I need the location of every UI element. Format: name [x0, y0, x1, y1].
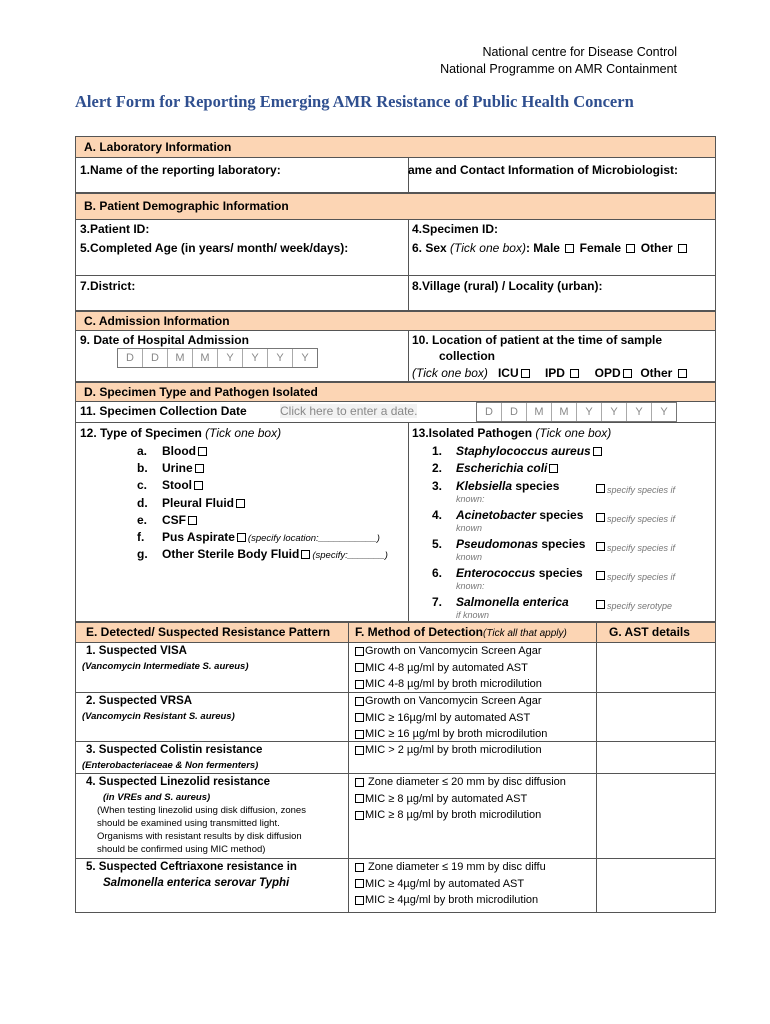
specimen-letter: g. [137, 547, 148, 561]
opd-label: OPD [594, 366, 621, 380]
specimen-option [137, 461, 206, 475]
specimen-letter: f. [137, 530, 145, 544]
date-cell: D [143, 349, 168, 367]
specimen-name: Other Sterile Body Fluid [162, 547, 300, 561]
method-option[interactable] [355, 744, 542, 756]
pathogen-suffix: species [538, 537, 586, 551]
pathogen-specify[interactable] [594, 538, 675, 556]
org-name: National centre for Disease Control [482, 45, 677, 59]
col-e-header: E. Detected/ Suspected Resistance Pattern [76, 623, 348, 642]
method-checkbox[interactable] [355, 697, 364, 706]
location-note: (Tick one box) [412, 366, 488, 380]
method-option[interactable] [355, 861, 546, 873]
method-checkbox[interactable] [355, 778, 364, 787]
pathogen-option [432, 444, 604, 458]
specimen-checkbox[interactable] [188, 516, 197, 525]
method-checkbox[interactable] [355, 647, 364, 656]
specimen-name: Pleural Fluid [162, 496, 235, 510]
resistance-subtext: Salmonella enterica serovar Typhi [103, 877, 290, 889]
date-cell: D [118, 349, 143, 367]
date-cell: D [502, 403, 527, 421]
pathogen-option [432, 566, 583, 580]
ast-details-cell[interactable] [597, 693, 715, 740]
collection-date-input[interactable] [476, 402, 677, 422]
specimen-type-note: (Tick one box) [205, 426, 282, 440]
pathogen-number: 2. [432, 461, 443, 475]
programme-name: National Programme on AMR Containment [440, 62, 677, 76]
method-option[interactable] [355, 712, 530, 724]
method-option[interactable] [355, 894, 538, 906]
pathogen-specify[interactable] [594, 509, 675, 527]
date-cell: Y [660, 406, 668, 418]
specimen-letter: e. [137, 513, 148, 527]
date-cell: Y [243, 349, 268, 367]
method-checkbox[interactable] [355, 811, 364, 820]
method-text: MIC ≥ 16 µg/ml by broth microdilution [365, 728, 548, 740]
location-label-1: 10. Location of patient at the time of sample [412, 333, 663, 347]
specimen-option [137, 496, 247, 510]
method-option[interactable] [355, 662, 528, 674]
collection-date-picker[interactable]: Click here to enter a date. [280, 404, 418, 418]
collection-date-label: 11. Specimen Collection Date [80, 404, 247, 418]
pathogen-label: 13.Isolated Pathogen [412, 426, 533, 440]
pathogen-number: 5. [432, 537, 443, 551]
pathogen-name: Pseudomonas [456, 537, 539, 551]
resistance-subtext: Organisms with resistant results by disk diffusion [97, 831, 302, 842]
pathogen-option [432, 537, 585, 551]
method-option[interactable] [355, 678, 542, 690]
pathogen-number: 4. [432, 508, 443, 522]
icu-label: ICU [497, 366, 519, 380]
location-other-label: Other [640, 366, 673, 380]
pathogen-specify-text-2: known [456, 552, 483, 562]
specimen-option [137, 530, 380, 544]
specimen-specify[interactable]: (specify location:___________) [247, 533, 380, 544]
district-label[interactable]: 7.District: [80, 279, 136, 293]
method-option[interactable] [355, 878, 524, 890]
method-text: MIC 4-8 µg/ml by broth microdilution [365, 678, 542, 690]
village-label[interactable]: 8.Village (rural) / Locality (urban): [412, 279, 603, 293]
method-text: Zone diameter ≤ 19 mm by disc diffu [365, 861, 546, 873]
method-option[interactable] [355, 645, 542, 657]
method-checkbox[interactable] [355, 896, 364, 905]
admission-date-label: 9. Date of Hospital Admission [80, 333, 249, 347]
sex-field [412, 241, 689, 255]
method-checkbox[interactable] [355, 713, 364, 722]
location-options [412, 366, 689, 380]
specimen-checkbox[interactable] [237, 533, 246, 542]
specimen-letter: b. [137, 461, 148, 475]
date-cell: M [193, 349, 218, 367]
female-checkbox[interactable] [626, 244, 635, 253]
specimen-name: Stool [162, 478, 192, 492]
date-cell: M [168, 349, 193, 367]
specimen-option [137, 513, 199, 527]
specimen-letter: a. [137, 444, 148, 458]
pathogen-specify-text: specify serotype [607, 601, 673, 611]
sex-other-label: Other [640, 241, 673, 255]
method-checkbox[interactable] [355, 663, 364, 672]
pathogen-checkbox[interactable] [596, 513, 605, 522]
resistance-subtext: should be examined using transmitted light. [97, 818, 280, 829]
specimen-checkbox[interactable] [236, 499, 245, 508]
pathogen-checkbox[interactable] [596, 571, 605, 580]
pathogen-suffix: species [535, 566, 583, 580]
specimen-option [137, 478, 205, 492]
method-text: Zone diameter ≤ 20 mm by disc diffusion [365, 776, 566, 788]
section-b-body [75, 219, 716, 311]
opd-checkbox[interactable] [623, 369, 632, 378]
method-checkbox[interactable] [355, 746, 364, 755]
pathogen-checkbox[interactable] [593, 447, 602, 456]
specimen-name: Pus Aspirate [162, 530, 235, 544]
method-text: Growth on Vancomycin Screen Agar [365, 645, 542, 657]
section-d-header: D. Specimen Type and Pathogen Isolated [75, 382, 716, 402]
male-checkbox[interactable] [565, 244, 574, 253]
pathogen-name: Staphylococcus aureus [456, 444, 591, 458]
method-checkbox[interactable] [355, 879, 364, 888]
date-cell: Y [301, 352, 309, 364]
method-checkbox[interactable] [355, 794, 364, 803]
ipd-checkbox[interactable] [570, 369, 579, 378]
pathogen-name: Klebsiella [456, 479, 513, 493]
method-text: MIC ≥ 8 µg/ml by automated AST [365, 792, 528, 805]
reporting-lab-label[interactable]: 1.Name of the reporting laboratory: [80, 163, 281, 177]
resistance-title: 4. Suspected Linezolid resistance [86, 776, 271, 788]
resistance-subtext: (Vancomycin Intermediate S. aureus) [82, 661, 249, 672]
date-cell: Y [268, 349, 293, 367]
method-text: MIC ≥ 4µg/ml by automated AST [365, 877, 525, 890]
pathogen-heading [412, 426, 611, 440]
pathogen-specify-text: specify species if [607, 485, 676, 495]
specimen-option [137, 547, 388, 561]
specimen-checkbox[interactable] [195, 464, 204, 473]
pathogen-name: Acinetobacter [456, 508, 537, 522]
pathogen-option [432, 461, 560, 475]
pathogen-checkbox[interactable] [596, 484, 605, 493]
pathogen-specify[interactable] [594, 567, 675, 585]
ast-details-cell[interactable] [597, 859, 715, 912]
method-text: MIC ≥ 8 µg/ml by broth microdilution [365, 809, 542, 821]
resistance-title: 5. Suspected Ceftriaxone resistance in [86, 861, 297, 873]
pathogen-note: (Tick one box) [535, 426, 612, 440]
section-c-header: C. Admission Information [75, 311, 716, 331]
pathogen-name: Salmonella enterica [456, 595, 569, 609]
date-cell: M [527, 403, 552, 421]
pathogen-name: Escherichia coli [456, 461, 548, 475]
location-other-checkbox[interactable] [678, 369, 687, 378]
specimen-type-heading [80, 426, 281, 440]
sex-label: 6. Sex [412, 241, 447, 255]
section-b-header: B. Patient Demographic Information [75, 193, 716, 220]
other-sex-checkbox[interactable] [678, 244, 687, 253]
specimen-name: Urine [162, 461, 193, 475]
ast-details-cell[interactable] [597, 742, 715, 772]
sex-male-label: : Male [525, 241, 560, 255]
method-checkbox[interactable] [355, 680, 364, 689]
sex-female-label: Female [579, 241, 622, 255]
resistance-title: 2. Suspected VRSA [86, 695, 193, 707]
sex-note: (Tick one box) [450, 241, 526, 255]
resistance-subtext: (in VREs and S. aureus) [103, 792, 211, 803]
method-checkbox[interactable] [355, 730, 364, 739]
resistance-subtext: (Vancomycin Resistant S. aureus) [82, 711, 235, 722]
method-text: MIC 4-8 µg/ml by automated AST [365, 661, 528, 674]
pathogen-specify-text: specify species if [607, 572, 676, 582]
pathogen-number: 7. [432, 595, 443, 609]
specimen-letter: d. [137, 496, 148, 510]
ipd-label: IPD [544, 366, 565, 380]
method-text: MIC ≥ 16µg/ml by automated AST [365, 711, 531, 724]
date-cell: Y [627, 403, 652, 421]
ast-details-cell[interactable] [597, 643, 715, 691]
form-title: Alert Form for Reporting Emerging AMR Resistance of Public Health Concern [75, 92, 634, 111]
specimen-checkbox[interactable] [198, 447, 207, 456]
pathogen-checkbox[interactable] [596, 600, 605, 609]
date-cell: Y [577, 403, 602, 421]
specimen-id-label[interactable]: 4.Specimen ID: [412, 222, 499, 236]
section-a-header: A. Laboratory Information [75, 136, 716, 158]
ast-details-cell[interactable] [597, 774, 715, 857]
date-cell: Y [218, 349, 243, 367]
method-option[interactable] [355, 695, 542, 707]
col-g-header: G. AST details [597, 623, 715, 642]
admission-date-input[interactable] [117, 348, 318, 368]
patient-id-label[interactable]: 3.Patient ID: [80, 222, 150, 236]
pathogen-number: 3. [432, 479, 443, 493]
method-text: MIC ≥ 4µg/ml by broth microdilution [365, 894, 539, 906]
pathogen-specify[interactable] [594, 596, 672, 614]
method-checkbox[interactable] [355, 863, 364, 872]
resistance-title: 3. Suspected Colistin resistance [86, 744, 263, 756]
col-f-title: F. Method of Detection [355, 625, 483, 639]
col-f-header [349, 623, 596, 642]
pathogen-specify-text-2: if known [456, 610, 490, 620]
microbiologist-label[interactable]: ame and Contact Information of Microbiologist: [408, 163, 678, 177]
specimen-option [137, 444, 209, 458]
specimen-checkbox[interactable] [301, 550, 310, 559]
pathogen-checkbox[interactable] [549, 464, 558, 473]
pathogen-option [432, 479, 559, 493]
specimen-name: Blood [162, 444, 196, 458]
age-label[interactable]: 5.Completed Age (in years/ month/ week/days): [80, 241, 349, 255]
method-option[interactable] [355, 793, 527, 805]
pathogen-number: 1. [432, 444, 443, 458]
date-cell: D [477, 403, 502, 421]
specimen-letter: c. [137, 478, 148, 492]
resistance-subtext: (When testing linezolid using disk diffusion, zones [97, 805, 306, 816]
pathogen-suffix: species [536, 508, 584, 522]
specimen-specify[interactable]: (specify:_______) [312, 550, 388, 561]
date-cell: M [552, 403, 577, 421]
pathogen-suffix: species [512, 479, 560, 493]
method-option[interactable] [355, 728, 547, 740]
specimen-name: CSF [162, 513, 186, 527]
specimen-checkbox[interactable] [194, 481, 203, 490]
pathogen-specify-text: specify species if [607, 514, 676, 524]
method-text: MIC > 2 µg/ml by broth microdilution [365, 744, 542, 756]
pathogen-name: Enterococcus [456, 566, 536, 580]
icu-checkbox[interactable] [521, 369, 530, 378]
col-f-note: (Tick all that apply) [483, 628, 567, 639]
pathogen-checkbox[interactable] [596, 542, 605, 551]
resistance-subtext: should be confirmed using MIC method) [97, 844, 266, 855]
method-text: Growth on Vancomycin Screen Agar [365, 695, 542, 707]
pathogen-specify-text: specify species if [607, 543, 676, 553]
pathogen-option [432, 595, 569, 609]
pathogen-specify-text-2: known: [456, 494, 485, 504]
method-option[interactable] [355, 776, 566, 788]
resistance-title: 1. Suspected VISA [86, 645, 187, 657]
pathogen-specify-text-2: known: [456, 581, 485, 591]
resistance-subtext: (Enterobacteriaceae & Non fermenters) [82, 760, 259, 771]
location-label-2: collection [439, 349, 496, 363]
date-cell: Y [602, 403, 627, 421]
pathogen-option [432, 508, 583, 522]
pathogen-specify-text-2: known [456, 523, 483, 533]
pathogen-number: 6. [432, 566, 443, 580]
specimen-type-label: 12. Type of Specimen [80, 426, 202, 440]
pathogen-specify[interactable] [594, 480, 675, 498]
method-option[interactable] [355, 809, 541, 821]
